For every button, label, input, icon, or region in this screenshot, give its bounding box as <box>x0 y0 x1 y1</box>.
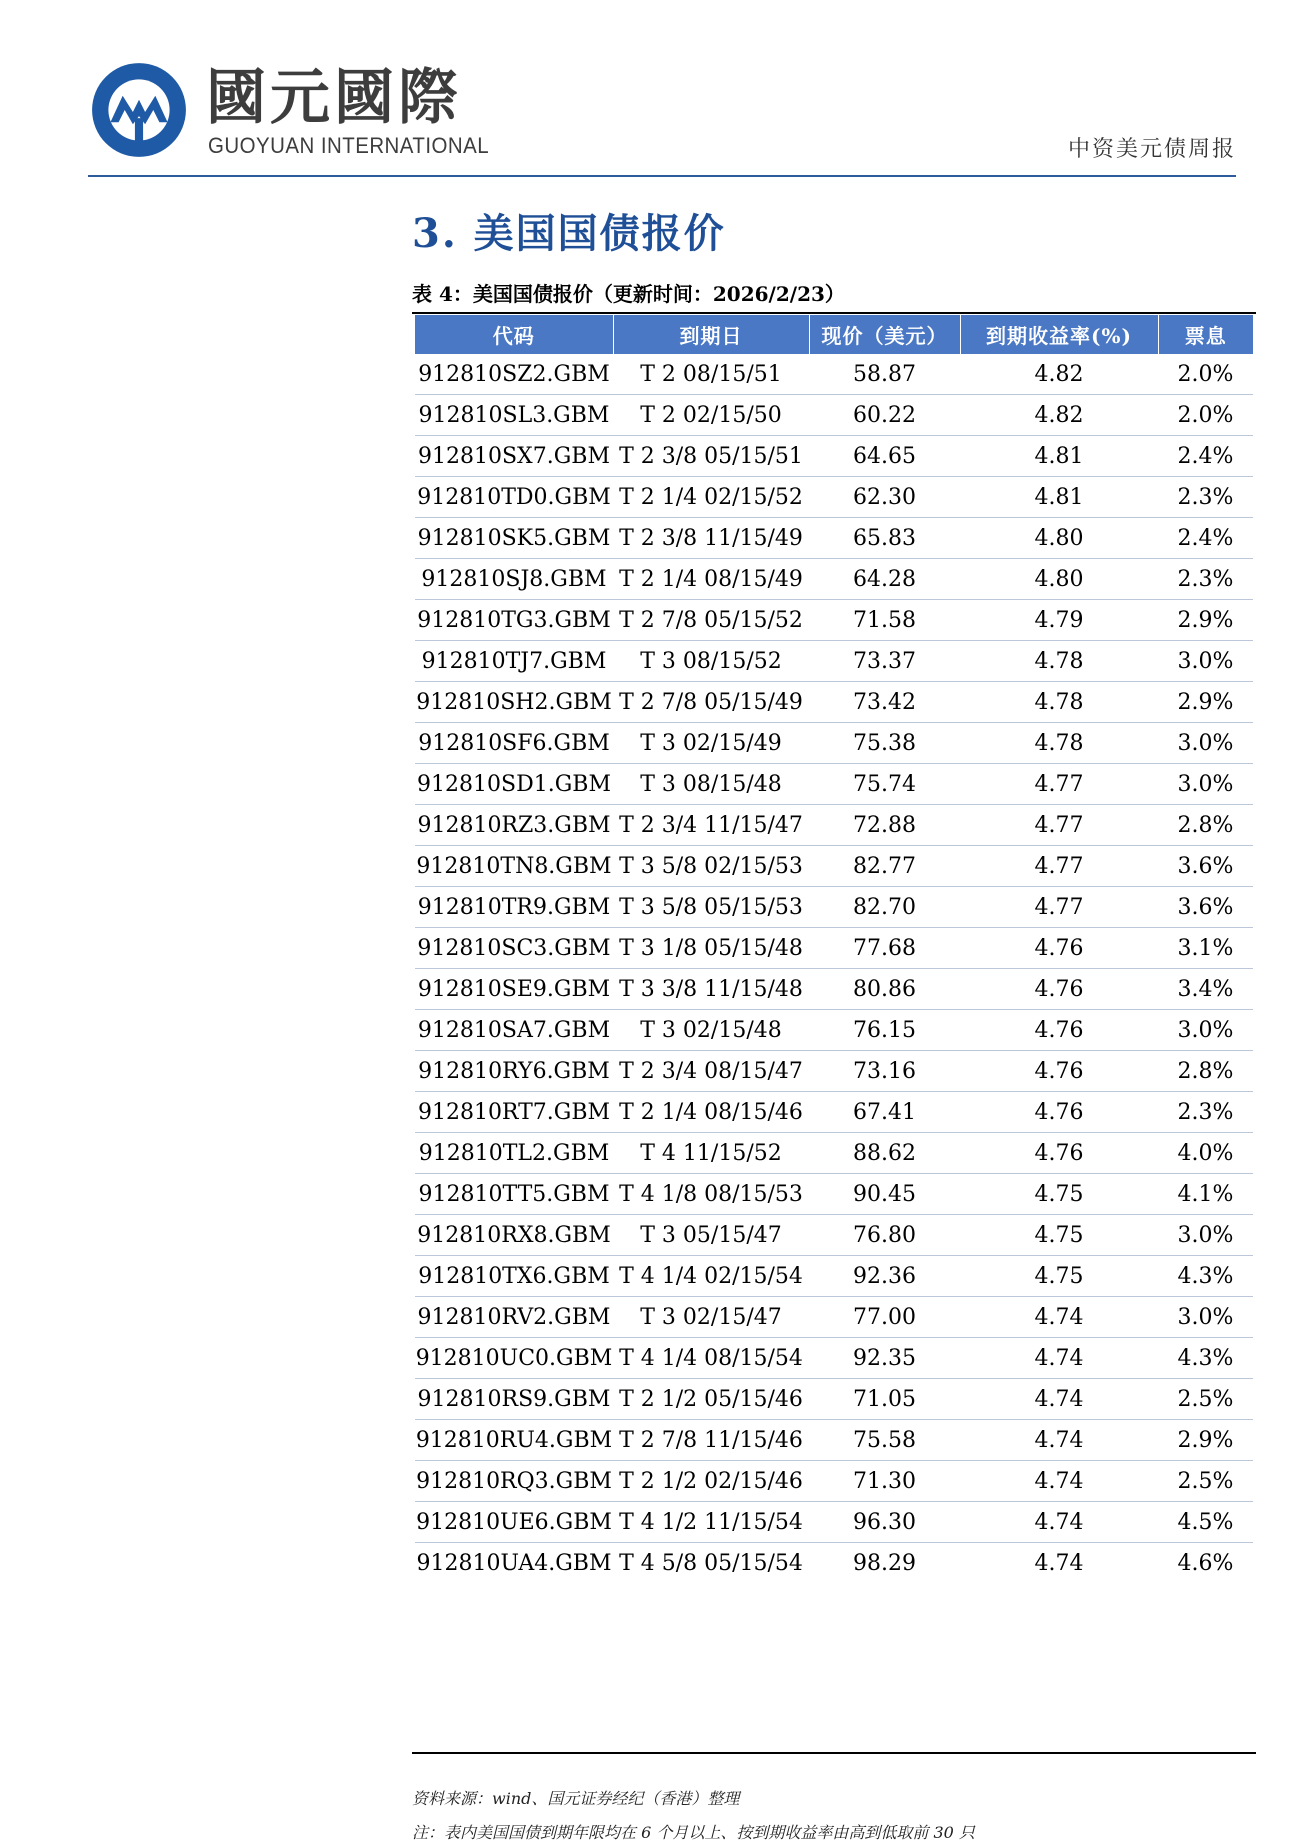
cell-bond-code: 912810RZ3.GBM <box>415 805 613 846</box>
cell-bond-code: 912810RX8.GBM <box>415 1215 613 1256</box>
table-row <box>415 1338 1253 1379</box>
cell-yield: 4.82 <box>960 354 1158 395</box>
cell-maturity: T 2 3/4 11/15/47 <box>613 805 809 846</box>
cell-price: 80.86 <box>809 969 960 1010</box>
cell-maturity: T 3 5/8 05/15/53 <box>613 887 809 928</box>
cell-coupon: 2.8% <box>1158 805 1253 846</box>
cell-price: 62.30 <box>809 477 960 518</box>
cell-coupon: 3.0% <box>1158 764 1253 805</box>
cell-coupon: 2.9% <box>1158 682 1253 723</box>
cell-yield: 4.76 <box>960 928 1158 969</box>
table-row <box>415 1256 1253 1297</box>
cell-price: 90.45 <box>809 1174 960 1215</box>
source-note: 资料来源：wind、国元证券经纪（香港）整理 <box>412 1789 740 1808</box>
cell-yield: 4.76 <box>960 1092 1158 1133</box>
cell-yield: 4.75 <box>960 1215 1158 1256</box>
cell-coupon: 3.0% <box>1158 723 1253 764</box>
cell-bond-code: 912810SL3.GBM <box>415 395 613 436</box>
cell-bond-code: 912810RY6.GBM <box>415 1051 613 1092</box>
cell-coupon: 4.3% <box>1158 1338 1253 1379</box>
logo-english-name: GUOYUAN INTERNATIONAL <box>208 133 490 158</box>
column-header-code: 代码 <box>415 315 613 354</box>
cell-price: 88.62 <box>809 1133 960 1174</box>
cell-maturity: T 4 1/4 02/15/54 <box>613 1256 809 1297</box>
cell-bond-code: 912810SH2.GBM <box>415 682 613 723</box>
cell-yield: 4.82 <box>960 395 1158 436</box>
cell-price: 64.28 <box>809 559 960 600</box>
cell-coupon: 2.5% <box>1158 1461 1253 1502</box>
cell-maturity: T 3 02/15/47 <box>613 1297 809 1338</box>
cell-coupon: 3.0% <box>1158 1010 1253 1051</box>
cell-coupon: 3.0% <box>1158 641 1253 682</box>
cell-maturity: T 4 1/4 08/15/54 <box>613 1338 809 1379</box>
table-row <box>415 1051 1253 1092</box>
cell-coupon: 2.4% <box>1158 436 1253 477</box>
cell-price: 73.16 <box>809 1051 960 1092</box>
cell-maturity: T 2 3/8 05/15/51 <box>613 436 809 477</box>
cell-yield: 4.80 <box>960 559 1158 600</box>
cell-maturity: T 4 11/15/52 <box>613 1133 809 1174</box>
table-row <box>415 1297 1253 1338</box>
cell-price: 75.74 <box>809 764 960 805</box>
table-row <box>415 928 1253 969</box>
cell-maturity: T 4 1/2 11/15/54 <box>613 1502 809 1543</box>
page-header <box>88 55 1236 175</box>
cell-bond-code: 912810TJ7.GBM <box>415 641 613 682</box>
cell-maturity: T 2 1/4 08/15/49 <box>613 559 809 600</box>
cell-yield: 4.74 <box>960 1502 1158 1543</box>
cell-price: 92.35 <box>809 1338 960 1379</box>
table-row <box>415 682 1253 723</box>
column-header-maturity: 到期日 <box>613 315 809 354</box>
cell-yield: 4.74 <box>960 1338 1158 1379</box>
cell-yield: 4.74 <box>960 1420 1158 1461</box>
column-header-yield: 到期收益率(%) <box>960 315 1158 354</box>
table-row <box>415 969 1253 1010</box>
cell-bond-code: 912810SF6.GBM <box>415 723 613 764</box>
cell-maturity: T 3 3/8 11/15/48 <box>613 969 809 1010</box>
cell-maturity: T 2 7/8 11/15/46 <box>613 1420 809 1461</box>
cell-yield: 4.75 <box>960 1256 1158 1297</box>
cell-coupon: 4.0% <box>1158 1133 1253 1174</box>
cell-yield: 4.79 <box>960 600 1158 641</box>
table-row <box>415 1174 1253 1215</box>
cell-yield: 4.76 <box>960 969 1158 1010</box>
report-name: 中资美元债周报 <box>1067 137 1236 162</box>
cell-price: 71.30 <box>809 1461 960 1502</box>
cell-maturity: T 2 1/4 08/15/46 <box>613 1092 809 1133</box>
treasury-quotes-table <box>415 315 1253 1583</box>
cell-bond-code: 912810UC0.GBM <box>415 1338 613 1379</box>
cell-yield: 4.76 <box>960 1051 1158 1092</box>
cell-bond-code: 912810TT5.GBM <box>415 1174 613 1215</box>
table-caption: 表 4：美国国债报价（更新时间：2026/2/23） <box>412 282 845 306</box>
cell-yield: 4.81 <box>960 477 1158 518</box>
cell-maturity: T 2 1/2 02/15/46 <box>613 1461 809 1502</box>
cell-yield: 4.77 <box>960 805 1158 846</box>
cell-coupon: 3.0% <box>1158 1297 1253 1338</box>
cell-coupon: 4.3% <box>1158 1256 1253 1297</box>
cell-yield: 4.74 <box>960 1297 1158 1338</box>
cell-yield: 4.78 <box>960 682 1158 723</box>
cell-yield: 4.78 <box>960 723 1158 764</box>
cell-yield: 4.81 <box>960 436 1158 477</box>
cell-maturity: T 4 1/8 08/15/53 <box>613 1174 809 1215</box>
table-row <box>415 518 1253 559</box>
cell-price: 77.68 <box>809 928 960 969</box>
cell-maturity: T 2 3/4 08/15/47 <box>613 1051 809 1092</box>
cell-maturity: T 2 1/4 02/15/52 <box>613 477 809 518</box>
cell-price: 65.83 <box>809 518 960 559</box>
cell-price: 67.41 <box>809 1092 960 1133</box>
cell-maturity: T 2 7/8 05/15/49 <box>613 682 809 723</box>
table-row <box>415 1379 1253 1420</box>
cell-maturity: T 3 08/15/52 <box>613 641 809 682</box>
cell-price: 71.58 <box>809 600 960 641</box>
table-row <box>415 1502 1253 1543</box>
table-row <box>415 641 1253 682</box>
cell-coupon: 3.1% <box>1158 928 1253 969</box>
cell-coupon: 2.8% <box>1158 1051 1253 1092</box>
cell-coupon: 2.9% <box>1158 1420 1253 1461</box>
cell-maturity: T 2 1/2 05/15/46 <box>613 1379 809 1420</box>
table-row <box>415 723 1253 764</box>
cell-price: 76.15 <box>809 1010 960 1051</box>
table-row <box>415 1133 1253 1174</box>
cell-maturity: T 3 5/8 02/15/53 <box>613 846 809 887</box>
cell-bond-code: 912810SC3.GBM <box>415 928 613 969</box>
table-row <box>415 600 1253 641</box>
table-body <box>415 354 1253 1583</box>
cell-price: 98.29 <box>853 1550 916 1576</box>
cell-price: 71.05 <box>809 1379 960 1420</box>
cell-coupon: 4.1% <box>1158 1174 1253 1215</box>
table-row <box>415 764 1253 805</box>
column-header-coupon: 票息 <box>1158 315 1253 354</box>
cell-price: 58.87 <box>809 354 960 395</box>
cell-maturity: T 3 08/15/48 <box>613 764 809 805</box>
cell-yield: 4.75 <box>960 1174 1158 1215</box>
cell-coupon: 4.5% <box>1158 1502 1253 1543</box>
cell-price: 82.77 <box>809 846 960 887</box>
cell-price: 73.37 <box>809 641 960 682</box>
cell-bond-code: 912810SD1.GBM <box>415 764 613 805</box>
table-bottom-rule <box>412 1752 1256 1754</box>
cell-bond-code: 912810SA7.GBM <box>415 1010 613 1051</box>
cell-price: 72.88 <box>809 805 960 846</box>
table-row <box>415 1010 1253 1051</box>
cell-bond-code: 912810TN8.GBM <box>415 846 613 887</box>
table-row <box>415 887 1253 928</box>
cell-maturity: T 4 5/8 05/15/54 <box>619 1550 803 1576</box>
section-title: 3. 美国国债报价 <box>412 210 726 257</box>
logo-chinese-name: 國元國際 <box>206 63 462 133</box>
cell-bond-code: 912810SX7.GBM <box>415 436 613 477</box>
table-row <box>415 477 1253 518</box>
cell-coupon: 3.6% <box>1158 846 1253 887</box>
table-row <box>415 395 1253 436</box>
cell-coupon: 2.3% <box>1158 559 1253 600</box>
cell-coupon: 2.0% <box>1158 395 1253 436</box>
cell-maturity: T 3 02/15/49 <box>613 723 809 764</box>
cell-bond-code: 912810RV2.GBM <box>415 1297 613 1338</box>
cell-bond-code: 912810RS9.GBM <box>415 1379 613 1420</box>
cell-price: 92.36 <box>809 1256 960 1297</box>
cell-maturity: T 2 08/15/51 <box>613 354 809 395</box>
cell-bond-code: 912810TX6.GBM <box>415 1256 613 1297</box>
cell-price: 82.70 <box>809 887 960 928</box>
cell-coupon: 3.4% <box>1158 969 1253 1010</box>
cell-coupon: 2.0% <box>1158 354 1253 395</box>
table-row <box>415 805 1253 846</box>
cell-price: 76.80 <box>809 1215 960 1256</box>
remark-note: 注：表内美国国债到期年限均在 6 个月以上、按到期收益率由高到低取前 30 只 <box>412 1823 975 1842</box>
cell-coupon: 2.3% <box>1158 1092 1253 1133</box>
cell-maturity: T 2 7/8 05/15/52 <box>613 600 809 641</box>
cell-yield: 4.78 <box>960 641 1158 682</box>
cell-price: 75.58 <box>809 1420 960 1461</box>
cell-price: 77.00 <box>809 1297 960 1338</box>
cell-maturity: T 2 3/8 11/15/49 <box>613 518 809 559</box>
cell-yield: 4.80 <box>960 518 1158 559</box>
cell-bond-code: 912810SZ2.GBM <box>415 354 613 395</box>
cell-maturity: T 3 05/15/47 <box>613 1215 809 1256</box>
cell-yield: 4.77 <box>960 887 1158 928</box>
cell-yield: 4.74 <box>960 1379 1158 1420</box>
cell-coupon: 2.9% <box>1158 600 1253 641</box>
cell-coupon: 2.3% <box>1158 477 1253 518</box>
cell-bond-code: 912810RT7.GBM <box>415 1092 613 1133</box>
cell-bond-code: 912810UE6.GBM <box>415 1502 613 1543</box>
table-row <box>415 354 1253 395</box>
cell-price: 73.42 <box>809 682 960 723</box>
cell-price: 96.30 <box>809 1502 960 1543</box>
table-header-row <box>415 315 1253 354</box>
cell-maturity: T 2 02/15/50 <box>613 395 809 436</box>
table-top-rule <box>412 312 1256 314</box>
cell-price: 75.38 <box>809 723 960 764</box>
cell-bond-code: 912810RU4.GBM <box>415 1420 613 1461</box>
table-row <box>415 1215 1253 1256</box>
table-row <box>415 1543 1253 1584</box>
cell-yield: 4.74 <box>960 1461 1158 1502</box>
cell-bond-code: 912810SK5.GBM <box>415 518 613 559</box>
cell-coupon: 2.4% <box>1158 518 1253 559</box>
cell-yield: 4.77 <box>960 846 1158 887</box>
cell-yield: 4.77 <box>960 764 1158 805</box>
cell-maturity: T 3 02/15/48 <box>613 1010 809 1051</box>
table-row <box>415 1092 1253 1133</box>
header-divider <box>88 175 1236 177</box>
cell-maturity: T 3 1/8 05/15/48 <box>613 928 809 969</box>
table-row <box>415 436 1253 477</box>
cell-bond-code: 912810RQ3.GBM <box>415 1461 613 1502</box>
cell-bond-code: 912810UA4.GBM <box>416 1550 612 1576</box>
cell-yield: 4.76 <box>960 1133 1158 1174</box>
column-header-price: 现价（美元） <box>809 315 960 354</box>
cell-bond-code: 912810SE9.GBM <box>415 969 613 1010</box>
guoyuan-logo-icon <box>88 59 190 161</box>
cell-coupon: 3.6% <box>1158 887 1253 928</box>
cell-price: 64.65 <box>809 436 960 477</box>
table-row <box>415 1420 1253 1461</box>
cell-price: 60.22 <box>809 395 960 436</box>
cell-bond-code: 912810TG3.GBM <box>415 600 613 641</box>
cell-bond-code: 912810TD0.GBM <box>415 477 613 518</box>
table-row <box>415 559 1253 600</box>
table-row <box>415 846 1253 887</box>
cell-yield: 4.74 <box>1034 1550 1084 1576</box>
cell-bond-code: 912810SJ8.GBM <box>415 559 613 600</box>
cell-yield: 4.76 <box>960 1010 1158 1051</box>
cell-bond-code: 912810TL2.GBM <box>415 1133 613 1174</box>
cell-coupon: 2.5% <box>1158 1379 1253 1420</box>
cell-bond-code: 912810TR9.GBM <box>415 887 613 928</box>
cell-coupon: 4.6% <box>1177 1550 1234 1576</box>
cell-coupon: 3.0% <box>1158 1215 1253 1256</box>
table-row <box>415 1461 1253 1502</box>
